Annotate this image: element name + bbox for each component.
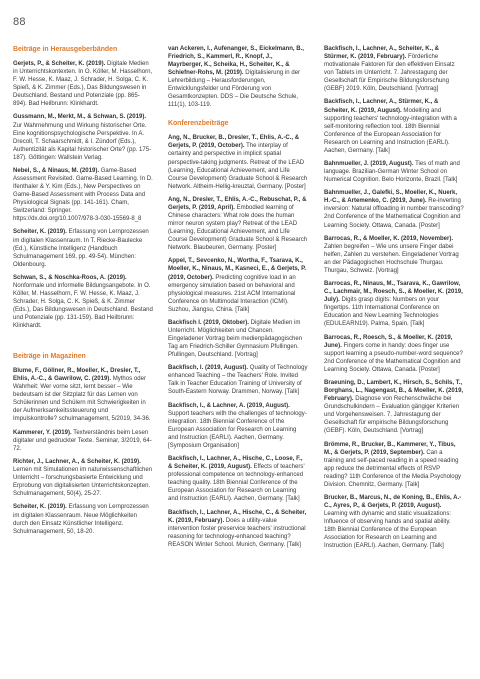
reference-entry: [168, 196, 308, 252]
reference-text: Digitalisierung in der Lehrerbildung – Herausforderungen, Entwicklungsfelder und Förderung von Gesamtkonzepten. DDS – Die Deutsche Schule, 111(1), 103-119.: [168, 70, 301, 109]
reference-entry: [168, 319, 308, 359]
reference-text: Re-inverting inversion: Natural offloading in number transcoding? 2nd Conference of the Mathematical Cognition and Learning Society. Ottawa, Canada. [Poster]: [324, 198, 464, 229]
reference-entry: [13, 458, 153, 498]
reference-authors: Barrocas, R., Roesch, S., & Moeller, K. (2019, June).: [324, 334, 453, 349]
reference-authors: Bahnmueller, J. (2019, August).: [324, 160, 414, 167]
reference-text: Game-Based Assessment Revisited. Game-Based Learning. In D. Ifenthaler & Y. Kim (Eds.), New Perspectives on Game-Based Assessment with Process Data and Physiological Signals (pp. 141-161). Cham, Switzerland: Springer. https://dx.doi.org/10.1007/978-3-030-15569-8_8: [13, 167, 153, 223]
reference-authors: van Ackeren, I., Aufenanger, S., Eickelmann, B., Friedrich, S., Kammerl, R., Knopf, J., Mayrberger, K., Scheika, H., Scheiter, K., & Schiefner-Rohs, M. (2019).: [168, 46, 304, 77]
reference-authors: Gerjets, P., & Scheiter, K. (2019).: [13, 61, 106, 67]
reference-authors: Nebel, S., & Ninaus, M. (2019).: [13, 167, 100, 174]
reference-entry: [168, 257, 308, 313]
reference-authors: Gussmann, M., Merkt, M., & Schwan, S. (2019).: [13, 114, 147, 121]
reference-text: Lernen mit Simulationen im naturwissenschaftlichen Unterricht – forschungsbasierte Entwicklung und Erprobung von digitalisierten Unterrichtskonzepten. Schulmanagement, 50(4), 25-27.: [13, 467, 153, 498]
reference-text: The interplay of certainty and perspective in implicit spatial perspective-taking judgments. Retreat of the LEAD (Learning, Educational Achievement, and Life Course Development) Graduate School & Research Network. Altheim-Hellig-kreuztal, Germany. [Poster]: [168, 143, 308, 190]
reference-authors: Backfisch, I., Lachner, A., Scheiter, K., & Stürmer, K. (2019, February).: [324, 46, 440, 61]
reference-authors: Barrocas, R., & Moeller, K. (2019, November).: [324, 235, 454, 242]
reference-entry: [324, 160, 464, 184]
reference-authors: Backfisch, I., Lachner, A., Hische, C., Loose, F., & Scheiter, K. (2019, August).: [168, 456, 303, 471]
reference-text: Textverständnis beim Lesen digitaler und gedruckter Texte. Seminar, 3/2019, 64-72.: [13, 429, 152, 452]
reference-entry: [168, 134, 308, 190]
reference-authors: Braeuning, D., Lambert, K., Hirsch, S., Schils, T., Borghans, L., Nagengast, B., & Moeller, K. (2019, February).: [324, 380, 464, 403]
page-number: 88: [13, 16, 26, 28]
entries-conferences: [168, 134, 308, 549]
reference-text: Learning with dynamic and static visualizations: Influence of observing hands and spatial ability. 18th Biennial Conference of the European Association for Research on Learning and Instruction (EARLI). Aachen, Germany. [Talk]: [324, 511, 452, 550]
reference-text: Diagnose von Rechenschwäche bei Grundschulkindern – Evaluation gängiger Kriterien und Vorgehensweisen. 7. Jahrestagung der Gesellschaft für empirische Bildungsforschung (GEBF). Köln, Deutschland. [Vortrag]: [324, 396, 460, 435]
reference-entry: [324, 45, 464, 93]
reference-text: Support teachers with the challenges of technology-integration. 18th Biennial Conference of the European Association for Research on Learning and Instruction (EARLI). Aachen, Germany. [Symposium Organisation]: [168, 410, 307, 449]
reference-text: Digitale Medien im Unterricht. Möglichkeiten und Chancen. Eingeladener Vortrag beim medienpädagogischen Tag am Friedrich-Schiller Gymnasium Pfullingen. Pfullingen, Deutschland. [Vortrag]: [168, 319, 303, 359]
section-heading-edited-volumes: Beiträge in Herausgeberbänden: [13, 46, 118, 53]
reference-authors: Backfisch, I., Lachner, A., Hische, C., & Scheiter, K. (2019, February).: [168, 509, 307, 524]
reference-entry: [13, 274, 153, 330]
entries-edited-volumes: [13, 60, 153, 330]
reference-text: Digitale Medien in Unterrichtskontexten. In O. Köller, M. Hasselhorn, F. W. Hesse, K. Maaz, J. Schrader, H. Solga, C. K. Spieß, & K. Zimmer (Eds.), Das Bildungswesen in Deutschland. Bestand und Potenziale (pp. 865-894). Bad Heilbrunn: Klinkhardt.: [13, 61, 153, 108]
reference-authors: Kammerer, Y. (2019).: [13, 429, 72, 436]
reference-text: Does a utility-value intervention foster preservice teachers' instructional reasoning for technology-enhanced teaching? REASON Winter School. Munich, Germany. [Talk]: [168, 517, 306, 548]
reference-entry: [13, 228, 153, 268]
reference-authors: Scheiter, K. (2019).: [13, 504, 67, 511]
reference-authors: Ang, N., Brucker, B., Dresler, T., Ehlis, A.-C., & Gerjets, P. (2019, October).: [168, 135, 300, 150]
reference-entry: [13, 367, 153, 423]
reference-entry: [13, 113, 153, 161]
column-1: [13, 45, 153, 541]
reference-entry: [324, 379, 464, 435]
reference-authors: Schwan, S., & Noschka-Roos, A. (2019).: [13, 274, 127, 281]
reference-entry: [324, 235, 464, 275]
reference-entry: [324, 280, 464, 328]
reference-authors: Blume, F., Göllner, R., Moeller, K., Dresler, T., Ehlis, A.-C., & Gawrilow, C. (2019).: [13, 368, 141, 383]
reference-text: Embodied learning of Chinese characters: What role does the human mirror neuron system play? Retreat of the LEAD (Learning, Educational Achievement, and Life Course Development) Graduate School & Research Network. Blaubeuren, Germany. [Poster]: [168, 204, 308, 252]
reference-entry: [324, 98, 464, 154]
entries-magazines: [13, 367, 153, 535]
reference-entry: [13, 503, 153, 535]
reference-text: Predicting cognitive load in an emergency simulation based on behavioral and physiological measures. 21st ACM International Conference on Multimodal Interaction (ICMI). Suzhou, Jiangsu, China. [Talk]: [168, 274, 296, 313]
reference-text: Ties of math and language. Brazilian-German Winter School on Numerical Cognition. Belo Horizonte, Brazil. [Talk]: [324, 160, 460, 184]
reference-authors: Appel, T., Sevcenko, N., Wortha, F., Tsarava, K., Moeller, K., Ninaus, M., Kasneci, E., & Gerjets, P. (2019, October).: [168, 258, 307, 281]
reference-entry: [168, 45, 308, 109]
reference-text: Modelling and supporting teachers' technology-integration with a self-monitoring reflection tool. 18th Biennial Conference of the European Association for Research on Learning and Instruction (EARLI). Aachen, Germany. [Talk]: [324, 107, 457, 154]
reference-authors: Ang, N., Dresler, T., Ehlis, A.-C., Rebuschat, P., & Gerjets, P. (2019, April).: [168, 196, 307, 211]
reference-entry: [168, 455, 308, 503]
column-2: [168, 45, 308, 554]
column-3: [324, 45, 464, 556]
reference-authors: Backfisch I. (2019, Oktober).: [168, 319, 249, 326]
reference-entry: [13, 167, 153, 223]
reference-entry: [13, 429, 153, 453]
reference-text: Fingers come in handy: does finger use support learning a pseudo-number-word sequence? 2nd Conference of the Mathematical Cognition and Learning Society. Ottawa, Canada. [Poster]: [324, 342, 463, 373]
section-heading-conferences: Konferenzbeiträge: [168, 120, 229, 128]
reference-text: Förderliche motivationale Faktoren für den effektiven Einsatz von Tablets im Unterricht. 7. Jahrestagung der Gesellschaft für Empirische Bildungsforschung (GEBF) 2019. Köln, Deutschland. [Vortrag]: [324, 54, 455, 93]
reference-authors: Backfisch, I. (2019, August).: [168, 365, 249, 372]
reference-text: Quality of Technology enhanced Teaching – the Teachers' Role. Invited Talk in Teacher Education Training of University of South-Eastern Norway. Drammen, Norway. [Talk]: [168, 365, 308, 396]
reference-entry: [324, 334, 464, 374]
reference-entry: [324, 189, 464, 229]
reference-entry: [168, 509, 308, 549]
reference-text: Can a training and self-paced reading in a speed reading app reduce the detrimental effects of RSVP reading? 11th Conference of the Media Psychology Division. Chemnitz, Germany. [Talk]: [324, 449, 462, 488]
reference-authors: Bahnmueller, J., Galefki, S., Moeller, K., Nuerk, H.-C., & Artemenko, C. (2019, June).: [324, 190, 458, 205]
reference-authors: Barrocas, R., Ninaus, M., Tsarava, K., Gawrilow, C., Lachmair, M., Roesch, S., & Moeller, K. (2019, July).: [324, 281, 463, 304]
reference-text: Erfassung von Lernprozessen im digitalen Klassenraum. Neue Möglichkeiten durch den Einsatz Künstlicher Intelligenz. Schulmanagement, 50, 18-20.: [13, 504, 149, 535]
reference-text: Digits grasp digits: Numbers on your fingertips. 11th International Conference on Education and New Learning Technologies (EDULEARN19). Palma, Spain. [Talk]: [324, 297, 440, 328]
reference-authors: Backfisch, I., & Lachner, A. (2019, August).: [168, 402, 290, 409]
reference-entry: [168, 402, 308, 450]
reference-authors: Richter, J., Lachner, A., & Scheiter, K. (2019).: [13, 459, 141, 466]
reference-entry: [324, 494, 464, 550]
reference-authors: Brucker, B., Marcus, N., de Koning, B., Ehlis, A.-C., Ayres, P., & Gerjets, P. (2019, August).: [324, 495, 462, 510]
reference-entry: [168, 364, 308, 396]
reference-authors: Brömme, R., Brucker, B., Kammerer, Y., Tibus, M., & Gerjets, P. (2019, September).: [324, 441, 456, 456]
entries-conferences-continued: [324, 45, 464, 550]
entries-journal-continued: [168, 45, 308, 109]
reference-text: Zahlen begreifen – Wie uns unsere Finger dabei helfen, Zahlen zu verstehen. Eingeladener Vortrag an der Pädagogischen Hochschule Thurgau. Thurgau, Schweiz. [Vortrag]: [324, 243, 459, 274]
reference-entry: [324, 441, 464, 489]
reference-authors: Scheiter, K. (2019).: [13, 229, 67, 236]
reference-text: Zur Wahrnehmung und Wirkung historischer Orte. Eine kognitionspsychologische Perspektive. In A. Drecoll, T. Schaarschmidt, & I. Zündorf (Eds.), Authentizität als Kapital historischer Orte? (pp. 175-187). Göttingen: Wallstein Verlag.: [13, 122, 152, 161]
reference-entry: [13, 60, 153, 108]
reference-text: Erfassung von Lernprozessen im digitalen Klassenraum. In T. Riecke-Baulecke (Ed.), Künstliche Intelligenz (Handbuch Schulmanagement 169, pp. 49-54). München: Oldenbourg.: [13, 229, 149, 268]
section-heading-magazines: Beiträge in Magazinen: [13, 353, 86, 361]
reference-text: Nonformale und informelle Bildungsangebote. In O. Köller, M. Hasselhorn, F. W. Hesse, K. Maaz, J. Schrader, H. Solga, C. K. Spieß, & K. Zimmer (Eds.), Das Bildungswesen in Deutschland. Bestand und Potenziale (pp. 131-159). Bad Heilbrunn: Klinkhardt.: [13, 282, 153, 330]
reference-text: Effects of teachers' professional competence on technology-enhanced teaching quality. 18th Biennial Conference of the European Association for Research on Learning and Instruction (EARLI). Aachen, Germany. [Talk]: [168, 464, 305, 503]
reference-text: Mythos oder Wahrheit: Wer vorne sitzt, lernt besser – Wie bedeutsam ist der Sitzplatz für das Lernen von Schülerinnen und Schülern mit Schwierigkeiten in der Aufmerksamkeitssteuerung und Impulskontrolle? schulmanagement, 5/2019, 34-36.: [13, 376, 151, 423]
reference-authors: Backfisch, I., Lachner, A., Stürmer, K., & Scheiter, K. (2019, August).: [324, 99, 439, 114]
